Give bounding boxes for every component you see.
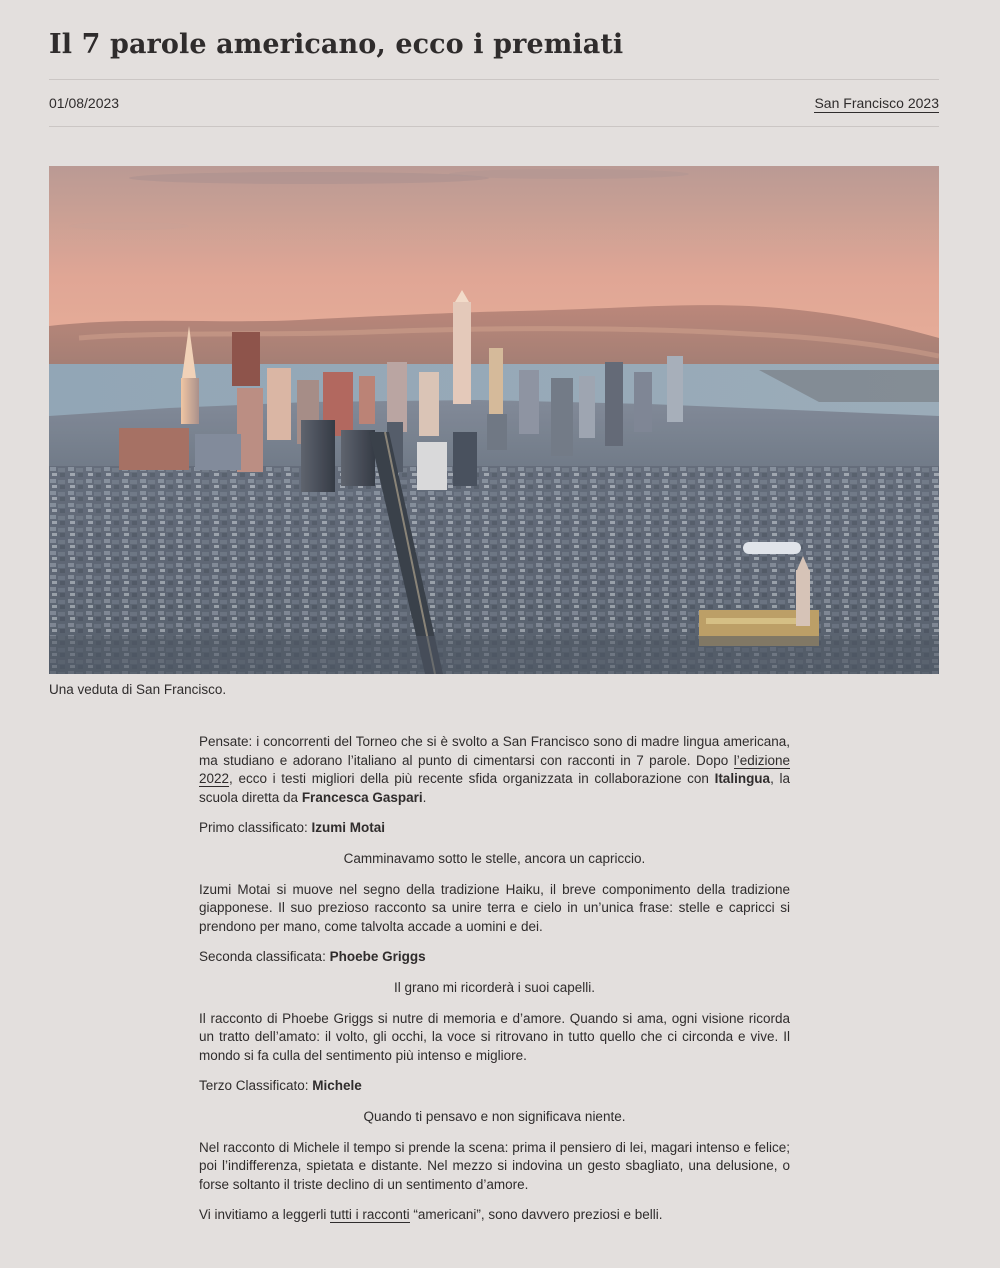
article-body xyxy=(199,733,790,1237)
second-comment: Il racconto di Phoebe Griggs si nutre di memoria e d’amore. Quando si ama, ogni visione ricorda un tratto dell’amato: il volto, gli occhi, la voce si ritrovano in tutto quello che ci circonda e vive. Il mondo si fa culla del sentimento più intenso e migliore. xyxy=(199,1010,790,1063)
second-winner-name: Phoebe Griggs xyxy=(329,949,426,965)
intro-text-2: , ecco i testi migliori della più recente sfida organizzata in collaborazione con xyxy=(229,771,715,787)
intro-text-1: Pensate: i concorrenti del Torneo che si è svolto a San Francisco sono di madre lingua americana, ma studiano e adorano l’italiano al punto di cimentarsi con racconti in 7 parole. Dopo xyxy=(199,734,790,768)
image-caption: Una veduta di San Francisco. xyxy=(49,682,227,697)
first-winner-label xyxy=(199,819,790,838)
first-story: Camminavamo sotto le stelle, ancora un capriccio. xyxy=(343,850,646,866)
meta-divider xyxy=(49,126,939,127)
third-place-label: Terzo Classificato: xyxy=(199,1078,313,1094)
all-stories-link[interactable]: tutti i racconti xyxy=(330,1207,410,1223)
intro-paragraph xyxy=(199,733,790,807)
third-comment: Nel racconto di Michele il tempo si prende la scena: prima il pensiero di lei, magari intenso e felice; poi l’indifferenza, spietata e distante. Nel mezzo si indovina un gesto sbagliato, una delusione, o forse soltanto il triste declino di un sentimento d’amore. xyxy=(199,1139,790,1192)
director-name: Francesca Gaspari xyxy=(301,789,423,805)
third-winner-label xyxy=(199,1077,790,1096)
first-winner-name: Izumi Motai xyxy=(311,820,386,836)
san-francisco-skyline-image xyxy=(49,166,939,674)
first-comment: Izumi Motai si muove nel segno della tradizione Haiku, il breve componimento della tradizione giapponese. Il suo prezioso racconto sa unire terra e cielo in un’unica frase: stelle e capricci si prendono per mano, come talvolta accade a uomini e dei. xyxy=(199,881,790,934)
third-winner-name: Michele xyxy=(312,1078,362,1094)
second-place-label: Seconda classificata: xyxy=(199,949,330,965)
intro-text-4: . xyxy=(422,789,427,805)
edition-2022-link[interactable]: l’edizione 2022 xyxy=(199,752,790,787)
partner-name: Italingua xyxy=(714,771,771,787)
second-story: Il grano mi ricorderà i suoi capelli. xyxy=(393,979,596,995)
title-divider xyxy=(49,79,939,80)
publish-date: 01/08/2023 xyxy=(49,95,120,111)
closing-paragraph xyxy=(199,1206,790,1225)
intro-text-3: , la scuola diretta da xyxy=(199,771,790,805)
third-story: Quando ti pensavo e non significava niente. xyxy=(363,1108,626,1124)
hero-image xyxy=(49,166,939,674)
category-link[interactable]: San Francisco 2023 xyxy=(814,95,939,111)
first-place-label: Primo classificato: xyxy=(199,820,312,836)
page-title: Il 7 parole americano, ecco i premiati xyxy=(49,29,624,60)
closing-text-1: Vi invitiamo a leggerli xyxy=(199,1207,331,1223)
second-winner-label xyxy=(199,948,790,967)
closing-text-2: “americani”, sono davvero preziosi e belli. xyxy=(409,1207,663,1223)
